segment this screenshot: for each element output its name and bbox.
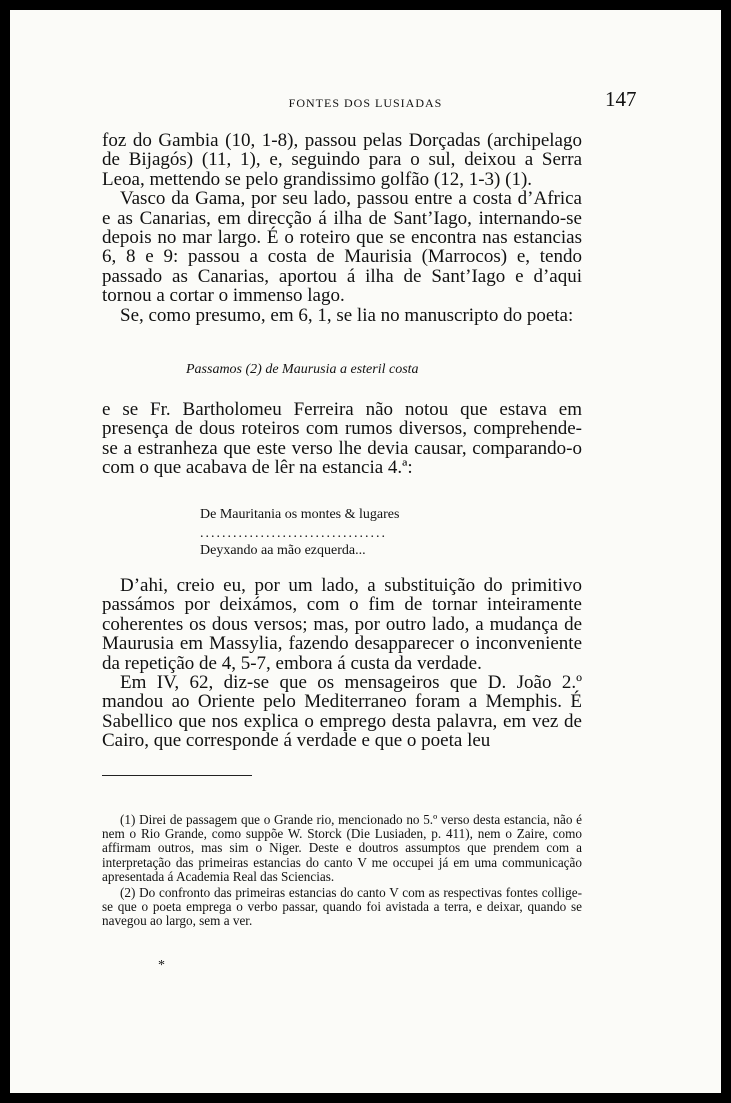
footnote-rule xyxy=(102,775,252,776)
book-page xyxy=(10,10,721,1093)
verse-quote-2-line-2: Deyxando aa mão ezquerda... xyxy=(200,543,366,558)
paragraph: Se, como presumo, em 6, 1, se lia no manuscripto do poeta: xyxy=(120,304,574,326)
paragraph-block-2 xyxy=(102,400,582,478)
verse-quote-2-line-1: De Mauritania os montes & lugares xyxy=(200,507,400,522)
paragraph: foz do Gambia (10, 1-8), passou pelas Dorçadas (archipelago de Bijagós) (11, 1), e, seguindo para o sul, deixou a Serra Leoa, mettendo se pelo grandissimo golfão (12, 1-3) (1). xyxy=(102,130,582,190)
paragraph: D’ahi, creio eu, por um lado, a substituição do primitivo passámos por deixámos, com o fim de tornar inteiramente coherentes os dous versos; mas, por outro lado, a mudança de Maurusia em Massylia, fazendo desapparecer o inconveniente da repetição de 4, 5-7, embora á custa da verdade. xyxy=(102,575,582,674)
paragraph-block-3 xyxy=(102,576,582,751)
signature-mark: * xyxy=(158,958,165,973)
paragraph: Vasco da Gama, por seu lado, passou entre a costa d’Africa e as Canarias, em direcção á ilha de Sant’Iago, internando-se depois no mar largo. É o roteiro que se encontra nas estancias 6, 8 e 9: passou a costa de Maurisia (Marrocos) e, tendo passado as Canarias, aportou á ilha de Sant’Iago e d’aqui tornou a cortar o immenso lago. xyxy=(102,188,582,307)
paragraph-block-1 xyxy=(102,131,582,325)
footnote: (1) Direi de passagem que o Grande rio, mencionado no 5.º verso desta estancia, não é nem o Rio Grande, como suppõe W. Storck (Die Lusiaden, p. 411), nem o Zaire, como affirmam outros, mas sim o Niger. Deste e doutros assumptos que prendem com a interpretação das primeiras estancias do canto V me occupei já em uma communicação apresentada á Academia Real das Sciencias. xyxy=(102,812,582,884)
footnote: (2) Do confronto das primeiras estancias do canto V com as respectivas fontes collige-se que o poeta emprega o verbo passar, quando foi avistada a terra, e deixar, quando se navegou ao largo, sem a ver. xyxy=(102,885,582,929)
page-number: 147 xyxy=(605,87,637,111)
paragraph: e se Fr. Bartholomeu Ferreira não notou que estava em presença de dous roteiros com rumos diversos, comprehende-se a estranheza que este verso lhe devia causar, comparando-o com o que acabava de lêr na estancia 4.ª: xyxy=(102,399,582,479)
running-header: FONTES DOS LUSIADAS xyxy=(288,96,443,110)
verse-ellipsis: .................................. xyxy=(200,526,387,541)
verse-quote-1: Passamos (2) de Maurusia a esteril costa xyxy=(186,362,419,377)
paragraph: Em IV, 62, diz-se que os mensageiros que D. João 2.º mandou ao Oriente pelo Mediterraneo foram a Memphis. É Sabellico que nos explica o emprego desta palavra, em vez de Cairo, que corresponde á verdade e que o poeta leu xyxy=(102,672,582,752)
footnotes xyxy=(102,813,582,929)
